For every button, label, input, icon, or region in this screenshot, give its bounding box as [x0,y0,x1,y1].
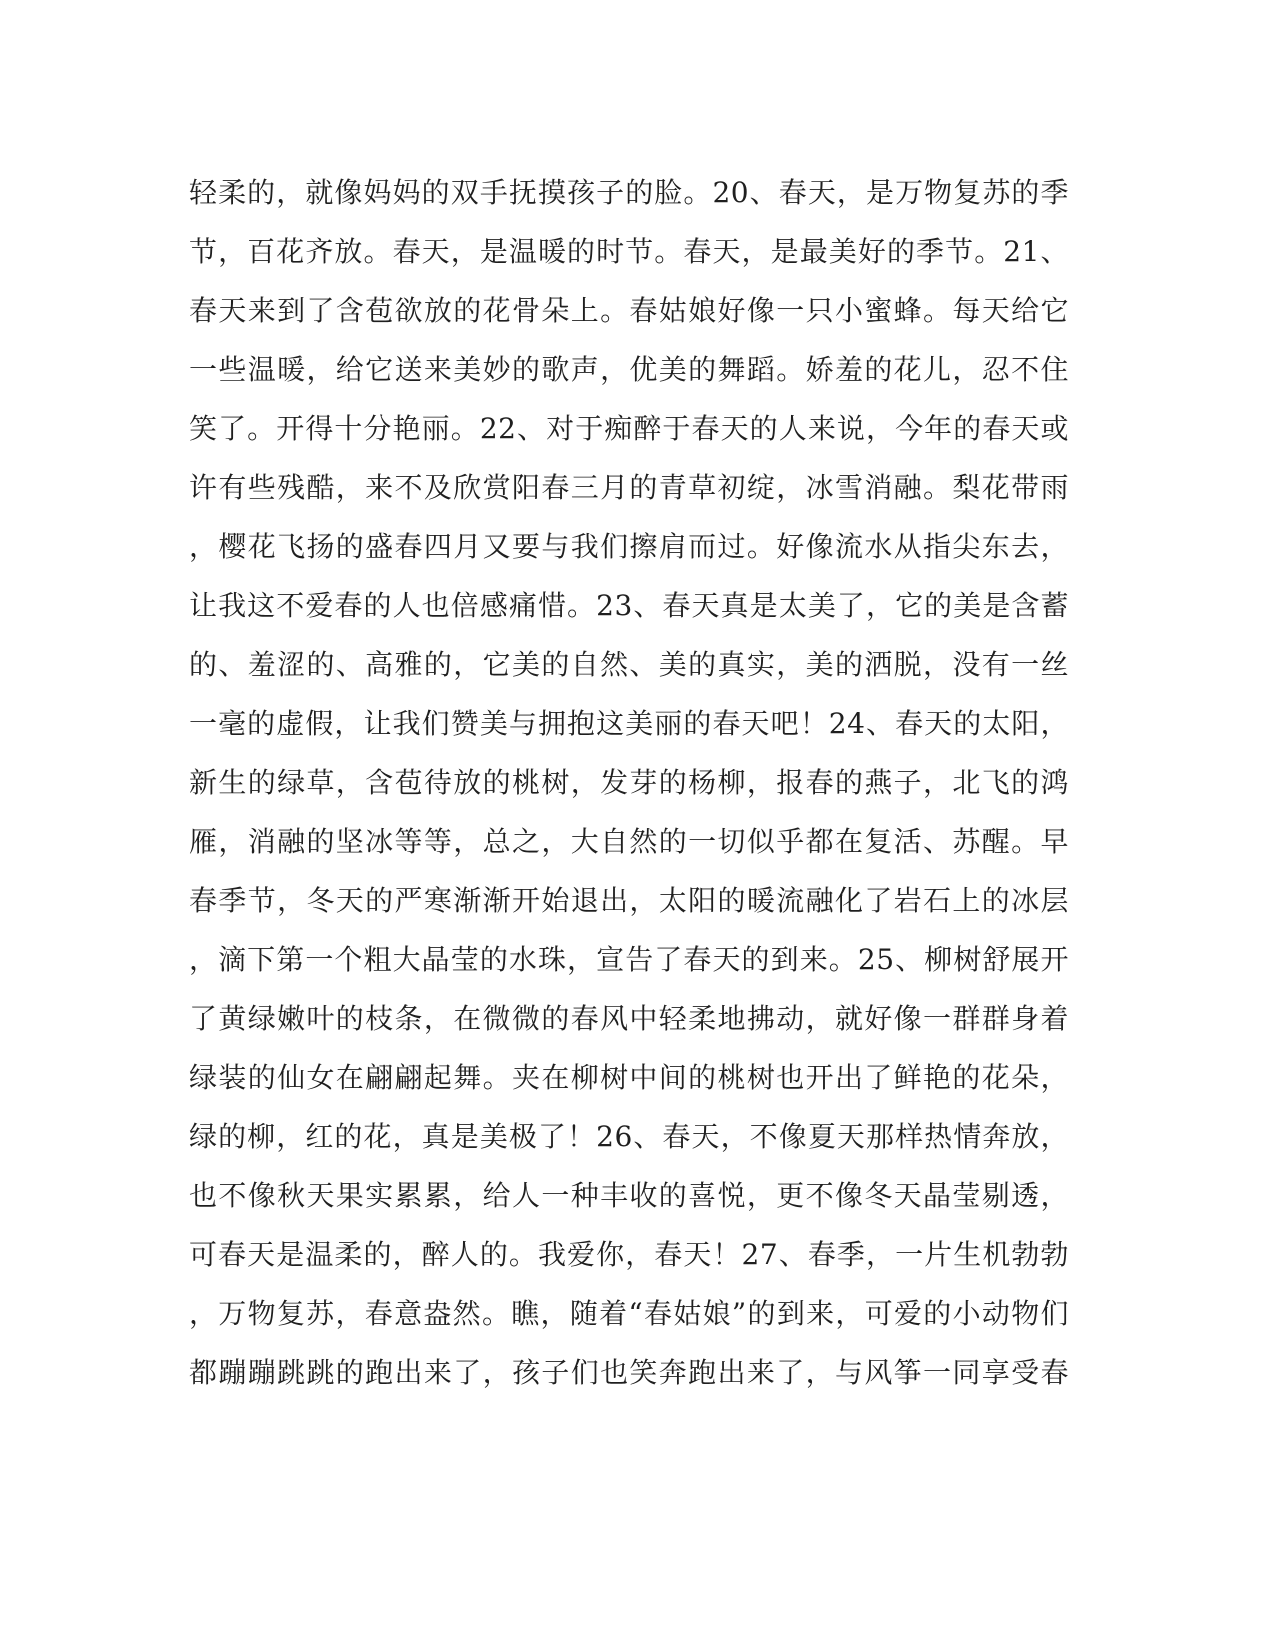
text-line: ，滴下第一个粗大晶莹的水珠，宣告了春天的到来。25、柳树舒展开 [189,943,1069,976]
text-line: 节，百花齐放。春天，是温暖的时节。春天，是最美好的季节。21、 [189,235,1069,268]
text-line: 新生的绿草，含苞待放的桃树，发芽的杨柳，报春的燕子，北飞的鸿 [189,766,1069,799]
text-line: 一些温暖，给它送来美妙的歌声，优美的舞蹈。娇羞的花儿，忍不住 [189,353,1069,386]
text-line: 的、羞涩的、高雅的，它美的自然、美的真实，美的洒脱，没有一丝 [189,648,1069,681]
text-line: 绿的柳，红的花，真是美极了！26、春天，不像夏天那样热情奔放， [189,1120,1069,1153]
text-line: 雁，消融的坚冰等等，总之，大自然的一切似乎都在复活、苏醒。早 [189,825,1069,858]
text-line: 一毫的虚假，让我们赞美与拥抱这美丽的春天吧！24、春天的太阳， [189,707,1069,740]
text-line: 绿装的仙女在翩翩起舞。夹在柳树中间的桃树也开出了鲜艳的花朵， [189,1061,1069,1094]
text-line: 让我这不爱春的人也倍感痛惜。23、春天真是太美了，它的美是含蓄 [189,589,1069,622]
text-line: 也不像秋天果实累累，给人一种丰收的喜悦，更不像冬天晶莹剔透， [189,1179,1069,1212]
text-line: 笑了。开得十分艳丽。22、对于痴醉于春天的人来说，今年的春天或 [189,412,1069,445]
text-line: 都蹦蹦跳跳的跑出来了，孩子们也笑奔跑出来了，与风筝一同享受春 [189,1356,1069,1389]
text-line: 许有些残酷，来不及欣赏阳春三月的青草初绽，冰雪消融。梨花带雨 [189,471,1069,504]
text-line: ，樱花飞扬的盛春四月又要与我们擦肩而过。好像流水从指尖东去， [189,530,1069,563]
text-line: 轻柔的，就像妈妈的双手抚摸孩子的脸。20、春天，是万物复苏的季 [189,176,1069,209]
text-line: 春季节，冬天的严寒渐渐开始退出，太阳的暖流融化了岩石上的冰层 [189,884,1069,917]
text-line: 可春天是温柔的，醉人的。我爱你，春天！27、春季，一片生机勃勃 [189,1238,1069,1271]
text-line: 春天来到了含苞欲放的花骨朵上。春姑娘好像一只小蜜蜂。每天给它 [189,294,1069,327]
body-text [189,163,1069,1402]
text-line: 了黄绿嫩叶的枝条，在微微的春风中轻柔地拂动，就好像一群群身着 [189,1002,1069,1035]
text-line: ，万物复苏，春意盎然。瞧，随着“春姑娘”的到来，可爱的小动物们 [189,1297,1069,1330]
